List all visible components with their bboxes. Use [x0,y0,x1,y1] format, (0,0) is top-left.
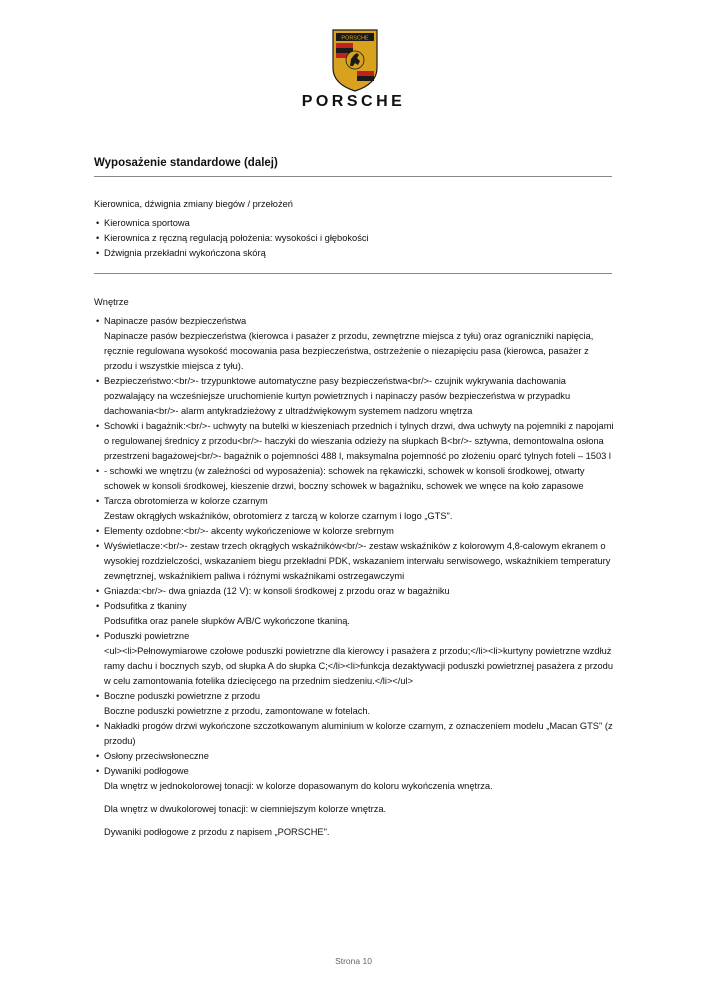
item-description: Boczne poduszki powietrzne z przodu, zamontowane w fotelach. [104,706,371,716]
item-label: • Nakładki progów drzwi wykończone szczotkowanym aluminium w kolorze czarnym, z oznaczeniem modelu „Macan GTS" (z przodu) [104,721,613,746]
item-label: • - schowki we wnętrzu (w zależności od wyposażenia): schowek na rękawiczki, schowek w konsoli środkowej, otwarty schowek w konsoli środkowej, kieszenie drzwi, boczny schowek w bagażniku, schowek we wnęce na koło zapasowe [104,466,585,491]
list-item [94,494,614,524]
item-label: • Elementy ozdobne:<br/>- akcenty wykończeniowe w kolorze srebrnym [104,526,394,536]
item-description: Dla wnętrz w jednokolorowej tonacji: w kolorze dopasowanym do koloru wykończenia wnętrza. [104,781,493,791]
list-item [94,629,614,689]
list-item [94,464,614,494]
list-item: • Kierownica z ręczną regulacją położenia: wysokości i głębokości [94,231,614,246]
item-description: <ul><li>Pełnowymiarowe czołowe poduszki powietrzne dla kierowcy i pasażera z przodu;</li><li>kurtyny powietrzne wzdłuż ramy dachu i bocznych szyb, od słupka A do słupka C;</li><li>funkcja dezaktywacji poduszki powietrznej pasażera z przodu w celu zamontowania fotelika dziecięcego na przednim siedzeniu.</li></ul> [104,646,614,686]
item-label: • Wyświetlacze:<br/>- zestaw trzech okrągłych wskaźników<br/>- zestaw wskaźników z kolorowym 4,8-calowym ekranem o wysokiej rozdzielczości, wskazaniem biegu przekładni PDK, wskazaniem interwału serwisowego, wskaźnikiem temperatury zewnętrznej, wskaźnikiem paliwa i różnymi wskaźnikami ostrzegawczymi [104,541,611,581]
item-list [94,216,614,261]
item-label: • Dywaniki podłogowe [104,766,189,776]
item-label: • Tarcza obrotomierza w kolorze czarnym [104,496,268,506]
list-item [94,749,614,764]
list-item [94,599,614,629]
paragraph: Dywaniki podłogowe z przodu z napisem „PORSCHE". [104,827,330,837]
item-description: Napinacze pasów bezpieczeństwa (kierowca i pasażer z przodu, zewnętrzne miejsca z tyłu) oraz ograniczniki napięcia, ręcznie regulowana wysokość mocowania pasa bezpieczeństwa, ostrzeżenie o niezapięciu pasa (kierowca, pasażer z przodu i wszystkie miejsca z tyłu). [104,331,594,371]
item-label: • Osłony przeciwsłoneczne [104,751,209,761]
list-item [94,524,614,539]
item-label: • Napinacze pasów bezpieczeństwa [104,316,247,326]
item-description: Podsufitka oraz panele słupków A/B/C wykończone tkaniną. [104,616,350,626]
list-item [94,764,614,794]
item-list [94,314,614,794]
item-label: • Schowki i bagażnik:<br/>- uchwyty na butelki w kieszeniach przednich i tylnych drzwi, dwa uchwyty na pojemniki z napojami o regulowanej średnicy z przodu<br/>- haczyki do wieszania odzieży na słupkach B<br/>- sztywna, demontowalna osłona przestrzeni bagażowej<br/>- bagażnik o pojemności 488 l, maksymalna pojemność po złożeniu oparć tylnych foteli – 1503 l [104,421,614,461]
svg-text:PORSCHE: PORSCHE [341,35,369,42]
list-item [94,374,614,419]
list-item [94,419,614,464]
porsche-crest-logo [330,28,380,92]
paragraph: Dla wnętrz w dwukolorowej tonacji: w ciemniejszym kolorze wnętrza. [104,804,387,814]
item-label: • Gniazda:<br/>- dwa gniazda (12 V): w konsoli środkowej z przodu oraz w bagażniku [104,586,450,596]
group-title: Wnętrze [94,297,129,307]
item-label: • Podsufitka z tkaniny [104,601,187,611]
page-number: Strona 10 [335,956,372,966]
section-title: Wyposażenie standardowe (dalej) [94,157,278,169]
group-title: Kierownica, dźwignia zmiany biegów / przełożeń [94,199,293,209]
item-label: • Poduszki powietrzne [104,631,190,641]
group-interior [94,295,614,840]
item-label: • Bezpieczeństwo:<br/>- trzypunktowe automatyczne pasy bezpieczeństwa<br/>- czujnik wykrywania dachowania pozwalający na wcześniejsze uruchomienie kurtyn powietrznych i napinaczy pasów bezpieczeństwa w przypadku dachowania<br/>- alarm antykradzieżowy z ultradźwiękowym systemem nadzoru wnętrza [104,376,571,416]
group-steering [94,197,614,261]
item-description: Zestaw okrągłych wskaźników, obrotomierz z tarczą w kolorze czarnym i logo „GTS". [104,511,453,521]
list-item: • Kierownica sportowa [94,216,614,231]
group-divider [94,273,612,274]
porsche-wordmark: PORSCHE [301,93,406,110]
item-label: • Boczne poduszki powietrzne z przodu [104,691,261,701]
list-item: • Dźwignia przekładni wykończona skórą [94,246,614,261]
list-item [94,314,614,374]
list-item [94,719,614,749]
list-item [94,539,614,584]
list-item [94,689,614,719]
section-divider [94,176,612,177]
list-item [94,584,614,599]
